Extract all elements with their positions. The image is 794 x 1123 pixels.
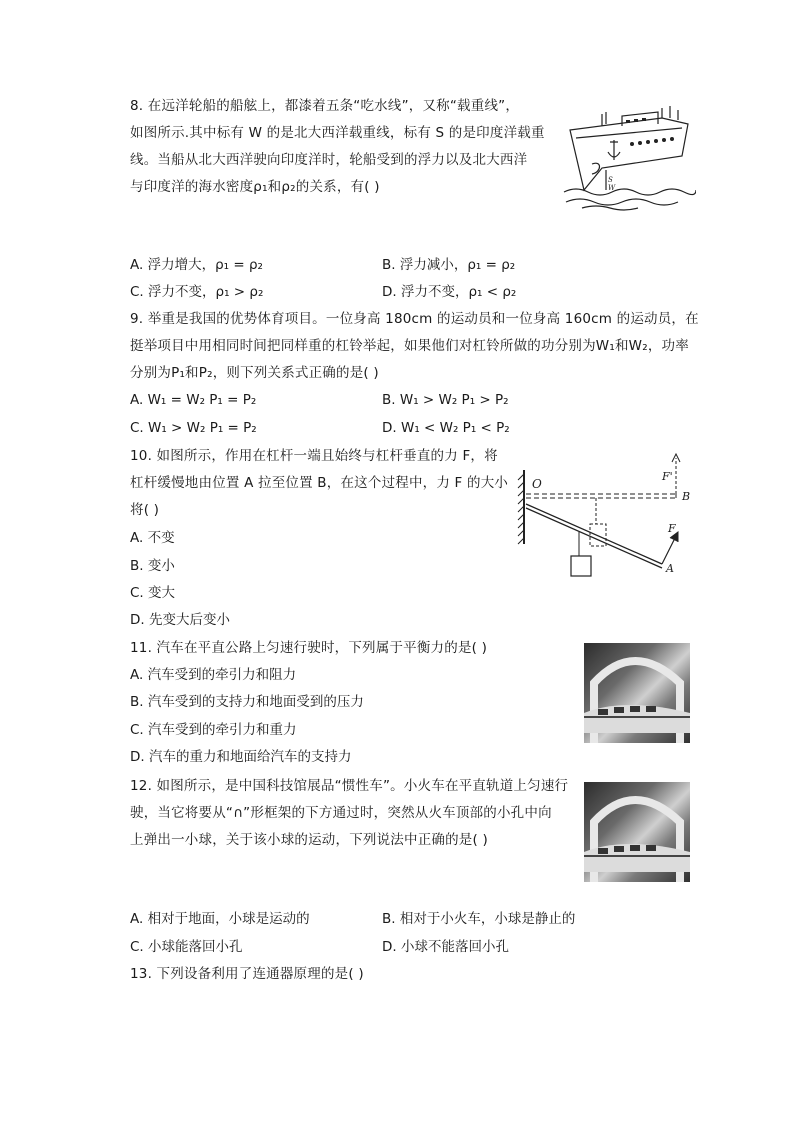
- q9-line-2: 挺举项目中用相同时间把同样重的杠铃举起，如果他们对杠铃所做的功分别为W₁和W₂，功率: [130, 338, 689, 354]
- lever-figure: [512, 448, 698, 582]
- q12-option-a[interactable]: A. 相对于地面，小球是运动的: [130, 911, 310, 927]
- lever-label-f-prime: F': [662, 470, 673, 483]
- ship-figure: [562, 104, 696, 212]
- q10-option-a[interactable]: A. 不变: [130, 530, 175, 546]
- q9-line-1: 9. 举重是我国的优势体育项目。一位身高 180cm 的运动员和一位身高 160cm 的运动员，在: [130, 311, 699, 327]
- svg-text:S: S: [608, 176, 613, 184]
- q11-option-a[interactable]: A. 汽车受到的牵引力和阻力: [130, 667, 297, 683]
- q8-line-3: 线。当船从北大西洋驶向印度洋时，轮船受到的浮力以及北大西洋: [130, 152, 528, 168]
- train-photo-1: [584, 643, 690, 743]
- q8-option-c[interactable]: C. 浮力不变，ρ₁ > ρ₂: [130, 284, 264, 300]
- q8-line-4: 与印度洋的海水密度ρ₁和ρ₂的关系，有( ): [130, 179, 380, 195]
- q10-line-3: 将( ): [130, 502, 160, 518]
- svg-text:W: W: [608, 184, 616, 192]
- q11-option-d[interactable]: D. 汽车的重力和地面给汽车的支持力: [130, 749, 352, 765]
- q10-option-d[interactable]: D. 先变大后变小: [130, 612, 230, 628]
- q11-option-c[interactable]: C. 汽车受到的牵引力和重力: [130, 722, 297, 738]
- lever-label-f: F: [668, 522, 676, 535]
- q8-line-1: 8. 在远洋轮船的船舷上，都漆着五条“吃水线”，又称“载重线”，: [130, 98, 520, 114]
- q12-option-b[interactable]: B. 相对于小火车，小球是静止的: [382, 911, 576, 927]
- train-photo-2: [584, 782, 690, 882]
- q9-option-d[interactable]: D. W₁ < W₂ P₁ < P₂: [382, 420, 510, 436]
- q9-line-3: 分别为P₁和P₂，则下列关系式正确的是( ): [130, 365, 379, 381]
- q8-option-d[interactable]: D. 浮力不变，ρ₁ < ρ₂: [382, 284, 517, 300]
- q12-option-d[interactable]: D. 小球不能落回小孔: [382, 939, 509, 955]
- q8-option-b[interactable]: B. 浮力减小，ρ₁ = ρ₂: [382, 257, 516, 273]
- q11-option-b[interactable]: B. 汽车受到的支持力和地面受到的压力: [130, 694, 364, 710]
- q12-line-1: 12. 如图所示，是中国科技馆展品“惯性车”。小火车在平直轨道上匀速行: [130, 778, 569, 794]
- q12-line-2: 驶，当它将要从“∩”形框架的下方通过时，突然从火车顶部的小孔中向: [130, 805, 552, 821]
- q10-option-b[interactable]: B. 变小: [130, 558, 175, 574]
- q9-option-b[interactable]: B. W₁ > W₂ P₁ > P₂: [382, 392, 509, 408]
- q8-line-2: 如图所示.其中标有 W 的是北大西洋载重线，标有 S 的是印度洋载重: [130, 125, 545, 141]
- lever-label-b: B: [682, 490, 691, 503]
- q10-line-1: 10. 如图所示，作用在杠杆一端且始终与杠杆垂直的力 F，将: [130, 448, 498, 464]
- lever-label-o: O: [532, 477, 542, 491]
- q11-line-1: 11. 汽车在平直公路上匀速行驶时，下列属于平衡力的是( ): [130, 640, 488, 656]
- q9-option-a[interactable]: A. W₁ = W₂ P₁ = P₂: [130, 392, 257, 408]
- lever-label-a: A: [666, 562, 674, 575]
- q9-option-c[interactable]: C. W₁ > W₂ P₁ = P₂: [130, 420, 257, 436]
- q8-option-a[interactable]: A. 浮力增大，ρ₁ = ρ₂: [130, 257, 263, 273]
- q10-line-2: 杠杆缓慢地由位置 A 拉至位置 B，在这个过程中，力 F 的大小: [130, 475, 509, 491]
- q10-option-c[interactable]: C. 变大: [130, 585, 176, 601]
- q12-option-c[interactable]: C. 小球能落回小孔: [130, 939, 243, 955]
- q12-line-3: 上弹出一小球，关于该小球的运动，下列说法中正确的是( ): [130, 832, 488, 848]
- q13-line-1: 13. 下列设备利用了连通器原理的是( ): [130, 966, 364, 982]
